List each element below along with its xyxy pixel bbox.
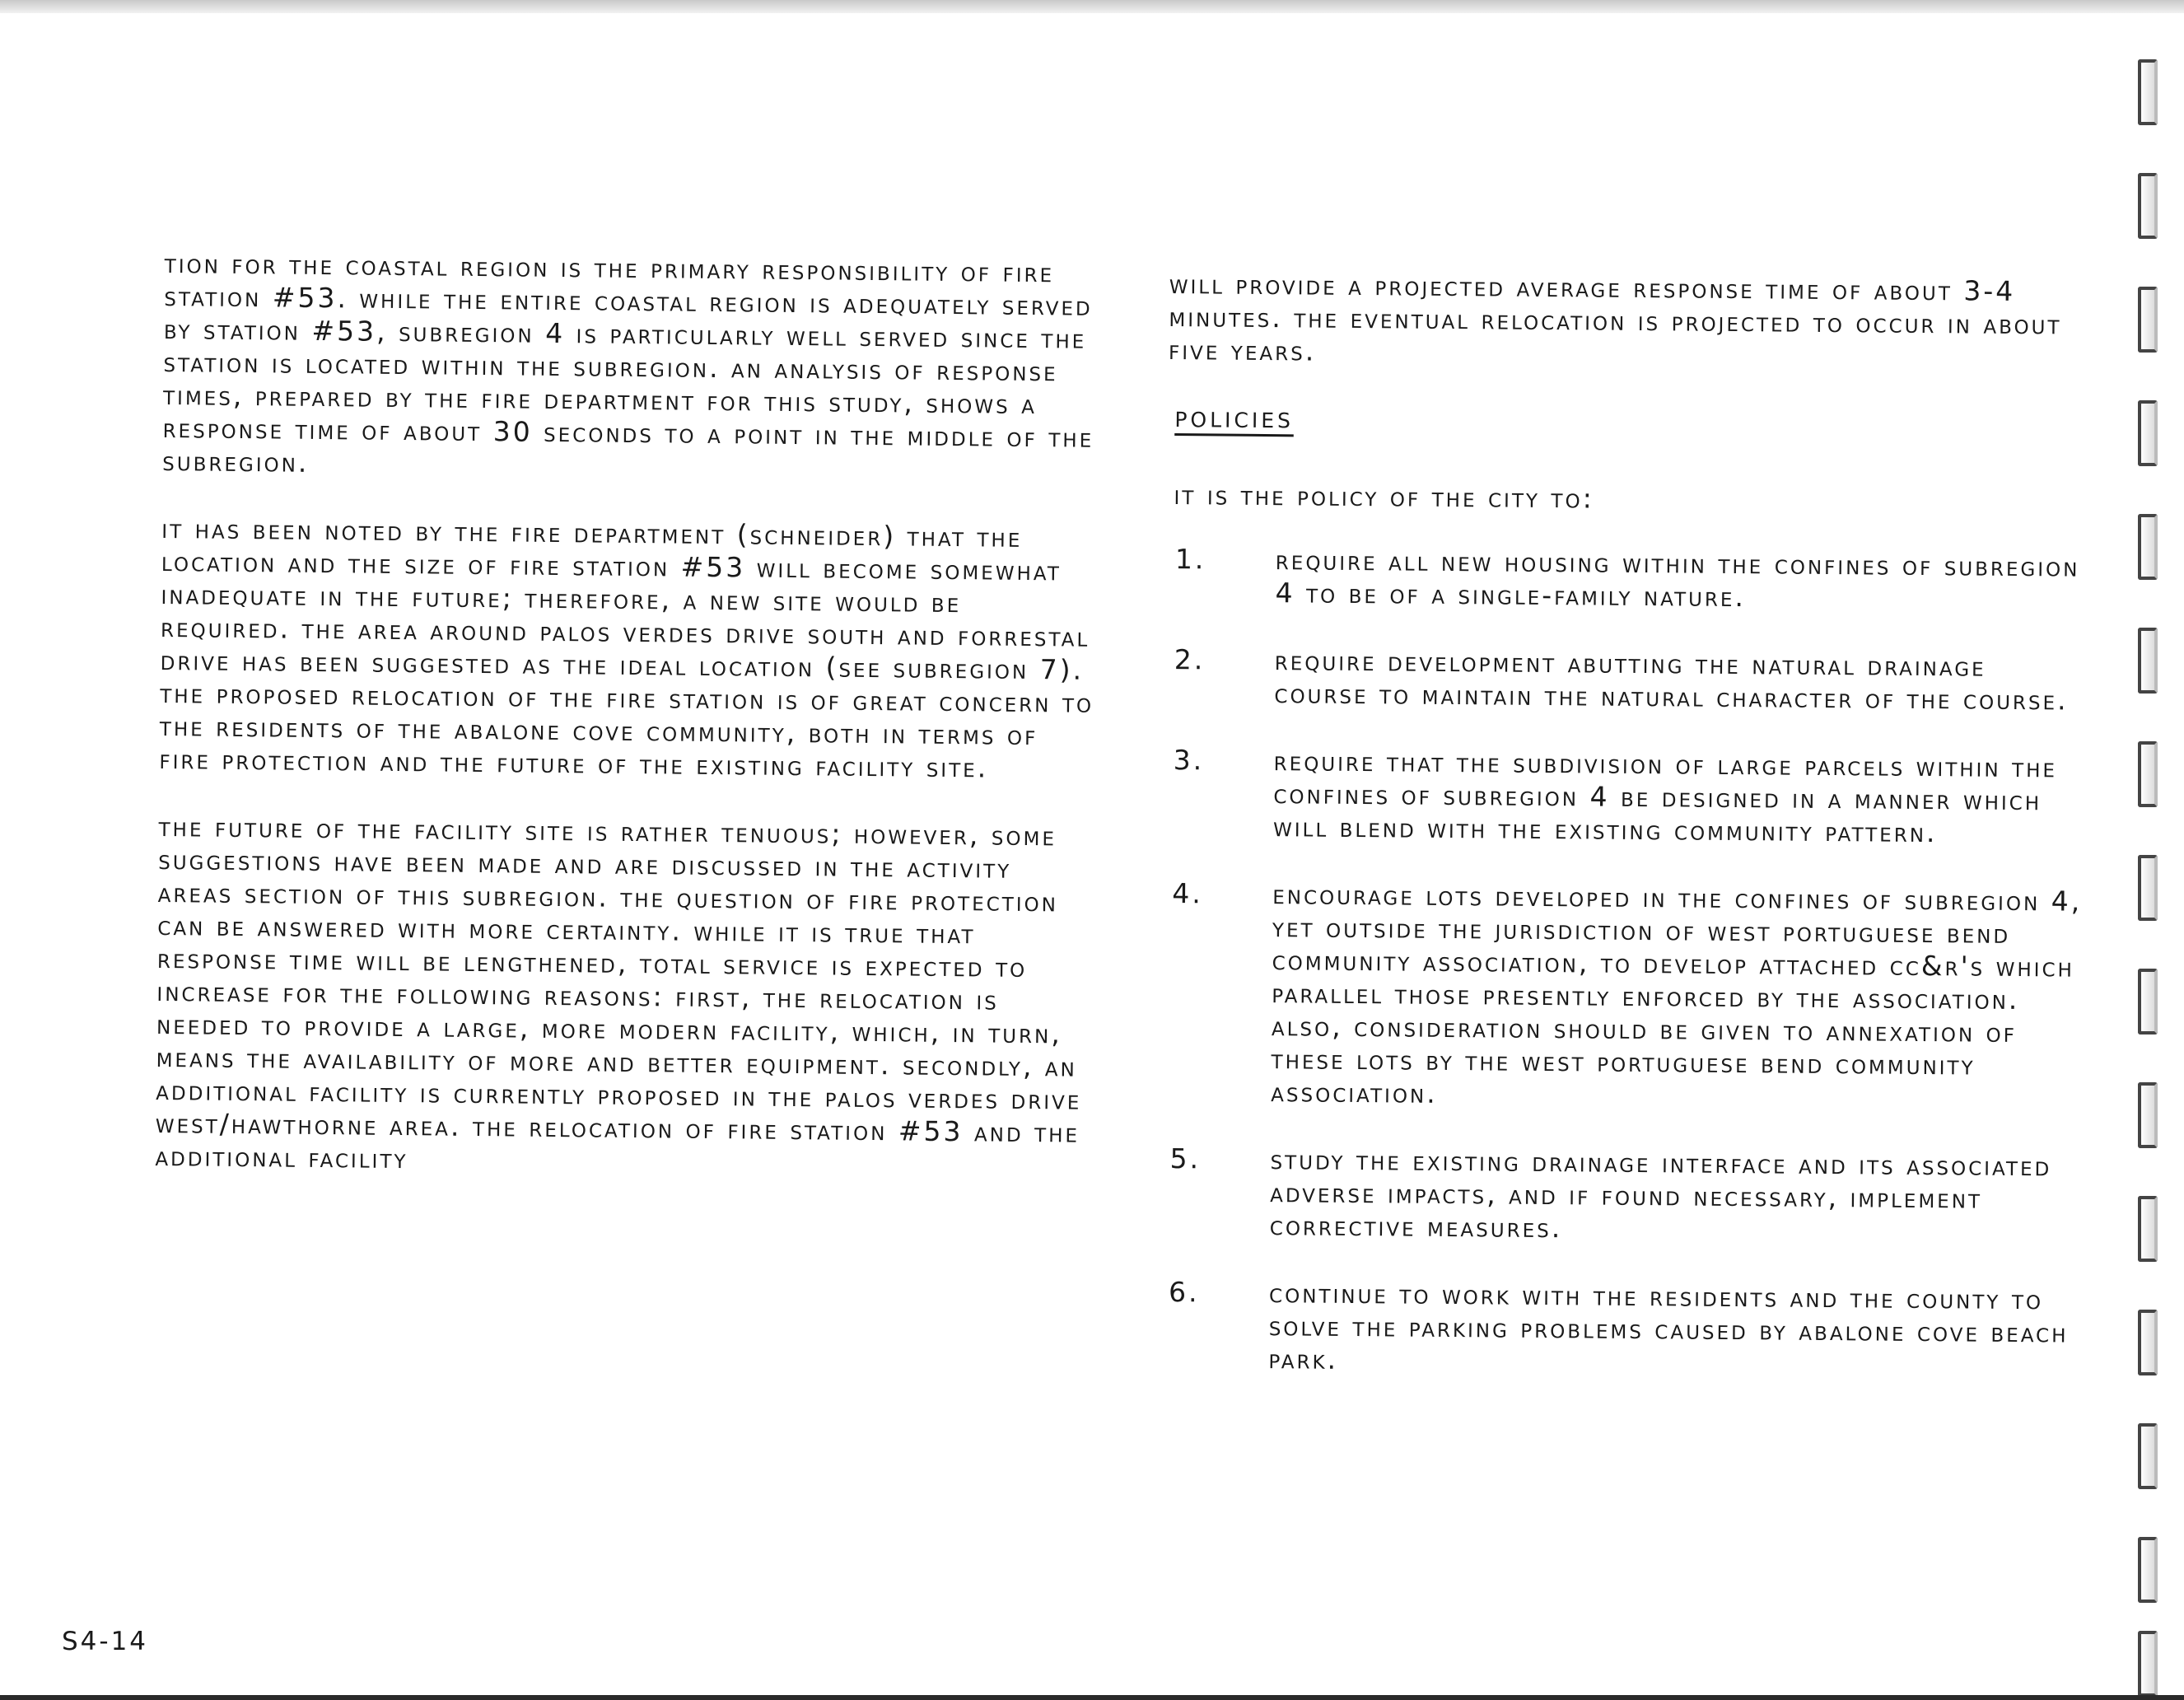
binder-hole — [2138, 1631, 2158, 1697]
continuation-paragraph: will provide a projected average response time of about 3-4 minutes. the eventual relocation is projected to occur in about five years. — [1168, 268, 2062, 367]
policy-item — [1164, 744, 2104, 851]
policy-item — [1166, 543, 2106, 617]
policy-item — [1162, 877, 2102, 1116]
policy-text: require development abutting the natural drainage course to maintain the natural character of the course. — [1274, 644, 2069, 717]
scan-bottom-edge — [0, 1695, 2184, 1700]
policy-item — [1165, 643, 2105, 717]
policy-text: require that the subdivision of large parcels within the confines of subregion 4 be designed in a manner which will blend with the existing community pattern. — [1272, 745, 2058, 849]
policies-intro: it is the policy of the city to: — [1174, 479, 1594, 515]
binder-hole — [2138, 1196, 2158, 1262]
right-column — [1160, 268, 2108, 1417]
binder-hole — [2138, 969, 2158, 1034]
binder-hole — [2138, 173, 2158, 239]
policy-number: 6. — [1168, 1276, 1200, 1309]
binder-hole — [2138, 1310, 2158, 1375]
policy-text: encourage lots developed in the confines of subregion 4, yet outside the jurisdiction of west portuguese bend community association, to develop attached cc&r's which parallel those presently enforced by the association. also, consideration should be given to annexation of these lots by the west portuguese bend community association. — [1271, 878, 2083, 1109]
policy-text: require all new housing within the confines of subregion 4 to be of a single-family nature. — [1275, 544, 2080, 614]
binder-hole — [2138, 628, 2158, 694]
policy-text: continue to work with the residents and the county to solve the parking problems caused by abalone cove beach park. — [1268, 1277, 2069, 1375]
binder-hole — [2138, 855, 2158, 921]
binder-hole — [2138, 1423, 2158, 1489]
policy-number: 1. — [1174, 543, 1206, 576]
policy-number: 2. — [1174, 643, 1206, 676]
page-number: S4-14 — [62, 1627, 149, 1656]
binder-hole — [2138, 400, 2158, 466]
left-column — [155, 247, 1104, 1217]
body-paragraph: tion for the coastal region is the primary responsibility of fire station #53. while the entire coastal region is adequately served by station #53, subregion 4 is particularly well served since the station is located within the subregion. an analysis of response times, prepared by the fire department for this study, shows a response time of about 30 seconds to a point in the middle of the subregion. — [162, 247, 1094, 479]
policy-text: study the existing drainage interface and its associated adverse impacts, and if found necessary, implement corrective measures. — [1269, 1143, 2052, 1245]
binder-hole — [2138, 1082, 2158, 1148]
policy-number: 5. — [1169, 1142, 1202, 1175]
policies-heading: policies — [1174, 400, 1295, 436]
policy-item — [1160, 1276, 2099, 1383]
binder-hole — [2138, 59, 2158, 125]
policy-item — [1161, 1142, 2101, 1249]
binder-hole — [2138, 1537, 2158, 1603]
binder-hole — [2138, 741, 2158, 807]
body-paragraph: the future of the facility site is rather tenuous; however, some suggestions have been made and are discussed in the activity areas section of this subregion. the question of fire protection can be answered with more certainty. while it is true that response time will be lengthened, total service is expected to increase for the following reasons: first, the relocation is needed to provide a large, more modern facility, which, in turn, means the availability of more and better equipment. secondly, an additional facility is currently proposed in the palos verdes drive west/hawthorne area. the relocation of fire station #53 and the additional facility — [155, 810, 1082, 1175]
policy-number: 4. — [1172, 877, 1204, 910]
binder-hole-strip — [2133, 49, 2166, 1688]
binder-hole — [2138, 514, 2158, 580]
policy-number: 3. — [1173, 744, 1205, 777]
body-paragraph: it has been noted by the fire department (schneider) that the location and the size of fire station #53 will become somewhat inadequate in the future; therefore, a new site would be required. the area around palos verdes drive south and forrestal drive has been suggested as the ideal location (see subregion 7). the proposed relocation of the fire station is of great concern to the residents of the abalone cove community, both in terms of fire protection and the future of the existing facility site. — [159, 511, 1094, 784]
binder-hole — [2138, 287, 2158, 353]
scan-top-edge — [0, 0, 2184, 13]
